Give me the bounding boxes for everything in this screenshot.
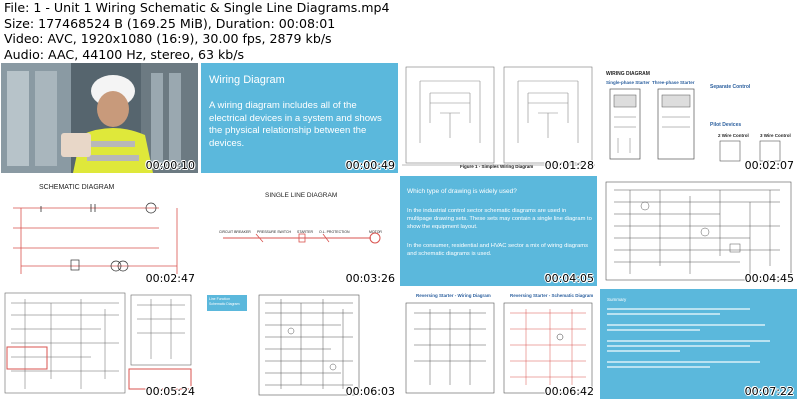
figure-caption: Figure 1 - Simples Wiring Diagram (460, 164, 534, 169)
thumbnail-8[interactable] (600, 176, 797, 286)
label-pressure-switch: PRESSURE SWITCH (257, 230, 292, 234)
slide-title: Wiring Diagram (209, 74, 285, 86)
label-ol-protection: O.L. PROTECTION (319, 230, 350, 234)
slide-title: SCHEMATIC DIAGRAM (39, 184, 115, 191)
slide-body: A wiring diagram includes all of the electrical devices in a system and shows the physical relationship between the devices. (209, 100, 382, 149)
pilot-devices-label: Pilot Devices (710, 122, 742, 128)
dense-schematic (600, 176, 797, 286)
slide-paragraph-2: In the consumer, residential and HVAC sector a mix of wiring diagrams and schematic diagrams is used. (407, 243, 588, 257)
thumbnail-1[interactable] (1, 63, 198, 173)
thumbnail-6[interactable] (201, 176, 398, 286)
slide-question: Which type of drawing is widely used? (407, 188, 517, 195)
timestamp: 00:02:07 (744, 159, 794, 172)
timestamp: 00:07:22 (744, 385, 794, 398)
thumbnail-10[interactable] (201, 289, 398, 399)
wiring-drawing (400, 63, 597, 173)
timestamp: 00:01:28 (544, 159, 594, 172)
schematic-drawing (1, 176, 198, 286)
thumbnail-2[interactable] (201, 63, 398, 173)
timestamp: 00:02:47 (145, 272, 195, 285)
three-wire-label: 3 Wire Control (760, 133, 791, 138)
timestamp: 00:03:26 (345, 272, 395, 285)
label-starter: STARTER (297, 230, 314, 234)
audio-info-line: Audio: AAC, 44100 Hz, stereo, 63 kb/s (4, 46, 245, 62)
timestamp: 00:00:49 (345, 159, 395, 172)
slide-paragraph-1: In the industrial control sector schematic diagrams are used in multipage drawing sets. These sets may contain a single line diagram to show the equipment layout. (407, 208, 592, 230)
starter-drawings (600, 63, 797, 173)
reversing-starter-drawings (400, 289, 597, 399)
timestamp: 00:00:10 (145, 159, 195, 172)
thumbnail-4[interactable] (600, 63, 797, 173)
two-wire-label: 2 Wire Control (718, 133, 749, 138)
thumbnail-7[interactable] (400, 176, 597, 286)
column-2-label: Three-phase Starter (652, 80, 695, 85)
timestamp: 00:04:05 (544, 272, 594, 285)
file-info-header (4, 0, 794, 62)
slide-title: Summary (607, 297, 627, 302)
summary-text-lines (600, 289, 797, 399)
column-1-label: Single-phase Starter (606, 80, 650, 85)
thumbnail-grid (1, 63, 797, 401)
file-size-line: Size: 177468524 B (169.25 MiB), Duration: 00:08:01 (4, 15, 336, 31)
thumbnail-11[interactable] (400, 289, 597, 399)
timestamp: 00:05:24 (145, 385, 195, 398)
label-circuit-breaker: CIRCUIT BREAKER (219, 230, 251, 234)
timestamp: 00:06:42 (544, 385, 594, 398)
label-motor: MOTOR (369, 230, 382, 234)
timestamp: 00:06:03 (345, 385, 395, 398)
slide-title: SINGLE LINE DIAGRAM (265, 192, 338, 199)
label-text: Line Function Schematic Diagram (209, 297, 240, 306)
left-title: Reversing Starter - Wiring Diagram (416, 293, 491, 298)
file-name-line: File: 1 - Unit 1 Wiring Schematic & Single Line Diagrams.mp4 (4, 0, 390, 15)
annotated-schematic (1, 289, 198, 399)
slide-title: WIRING DIAGRAM (606, 71, 650, 77)
thumbnail-9[interactable] (1, 289, 198, 399)
thumbnail-5[interactable] (1, 176, 198, 286)
video-info-line: Video: AVC, 1920x1080 (16:9), 30.00 fps, 2879 kb/s (4, 31, 332, 46)
thumbnail-3[interactable] (400, 63, 597, 173)
timestamp: 00:04:45 (744, 272, 794, 285)
column-3-label: Separate Control (710, 84, 751, 90)
thumbnail-12[interactable] (600, 289, 797, 399)
worker-photo (1, 63, 198, 173)
right-title: Reversing Starter - Schematic Diagram (510, 293, 594, 298)
line-function-schematic (201, 289, 398, 399)
